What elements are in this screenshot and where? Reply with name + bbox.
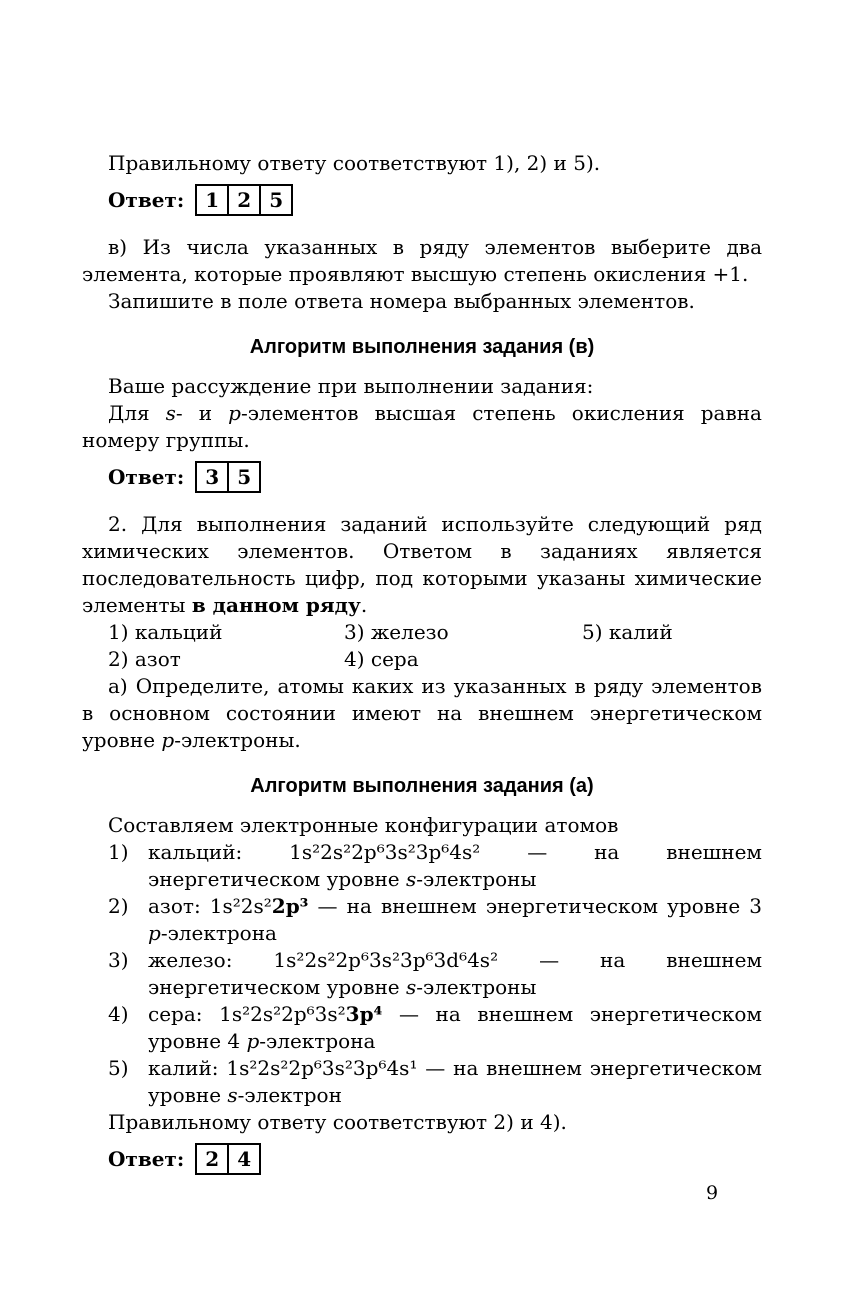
paragraph [82, 511, 762, 619]
text-run: 2p³ [271, 894, 309, 918]
item-text [148, 839, 762, 893]
text-run: p [246, 1029, 260, 1053]
text-run: p [161, 728, 175, 752]
answer-label: Ответ: [108, 464, 185, 489]
text-run: -электрона [259, 1029, 376, 1053]
element-option: 3) железо [344, 620, 449, 644]
text-run: p [228, 401, 241, 425]
text-run: Запишите в поле ответа номера выбранных элементов. [108, 289, 695, 313]
text-run: в) Из числа указанных в ряду элементов выберите два элемента, которые проявляют высшую степень окисления +1. [82, 235, 762, 286]
paragraph [82, 234, 762, 288]
text-run: -электрон [237, 1083, 342, 1107]
text-run: а) Определите, атомы каких из указанных в ряду элементов в основном состоянии имеют на внешнем энергетическом уровне [82, 674, 762, 752]
algorithm-item [108, 947, 762, 1001]
text-run: Правильному ответу соответствуют 1), 2) и 5). [108, 151, 601, 175]
element-option: 4) сера [344, 647, 419, 671]
answer-cell: 1 [205, 188, 220, 212]
answer-box [195, 1143, 261, 1175]
text-run: -электроны. [174, 728, 301, 752]
item-text [148, 1055, 762, 1109]
element-option: 2) азот [108, 647, 181, 671]
paragraph [82, 673, 762, 754]
text-run: азот: 1s²2s² [148, 894, 272, 918]
element-option [582, 646, 762, 673]
paragraph [82, 400, 762, 454]
text-run: s [165, 401, 176, 425]
text-run: кальций: 1s²2s²2p⁶3s²3p⁶4s² — на внешнем энергетическом уровне [148, 840, 762, 891]
page-number: 9 [706, 1182, 719, 1204]
answer-row [108, 1143, 762, 1175]
text-run: s [227, 1083, 238, 1107]
text-run: -электроны [416, 975, 537, 999]
item-number: 4) [108, 1002, 129, 1026]
item-text [148, 1001, 762, 1055]
algorithm-item [108, 893, 762, 947]
text-run: Для [108, 401, 166, 425]
answer-cell: 5 [259, 186, 291, 214]
text-run: калий: 1s²2s²2p⁶3s²3p⁶4s¹ — на внешнем энергетическом уровне [148, 1056, 762, 1107]
item-number: 1) [108, 840, 129, 864]
paragraph [82, 288, 762, 315]
text-run: -электроны [416, 867, 537, 891]
section-heading: Алгоритм выполнения задания (в) [249, 336, 595, 358]
text-run: -элементов высшая степень окисления равна номеру группы. [82, 401, 762, 452]
answer-row [108, 461, 762, 493]
answer-box [195, 184, 293, 216]
text-run: - и [175, 401, 229, 425]
answer-cell: 5 [227, 463, 259, 491]
item-text [148, 893, 762, 947]
answer-cell: 3 [205, 465, 220, 489]
text-run: железо: 1s²2s²2p⁶3s²3p⁶3d⁶4s² — на внешнем энергетическом уровне [148, 948, 762, 999]
item-number: 5) [108, 1056, 129, 1080]
answer-label: Ответ: [108, 1146, 185, 1171]
answer-box [195, 461, 261, 493]
answer-cell: 2 [227, 186, 259, 214]
text-run: . [360, 593, 368, 617]
item-number: 2) [108, 894, 129, 918]
element-options-row [108, 646, 762, 673]
algorithm-item [108, 1001, 762, 1055]
text-run: в данном ряду [191, 593, 361, 617]
paragraph [82, 812, 762, 839]
text-run: 2. Для выполнения заданий используйте следующий ряд химических элементов. Ответом в заданиях является последовательность цифр, под которыми указаны химические элементы [82, 512, 762, 617]
text-run: s [406, 867, 417, 891]
text-run: s [406, 975, 417, 999]
answer-cell: 4 [227, 1145, 259, 1173]
answer-row [108, 184, 762, 216]
text-run: p [148, 921, 161, 945]
section-heading: Алгоритм выполнения задания (а) [250, 775, 594, 797]
item-text [148, 947, 762, 1001]
text-run: сера: 1s²2s²2p⁶3s² [148, 1002, 346, 1026]
element-option: 1) кальций [108, 620, 223, 644]
algorithm-item [108, 839, 762, 893]
paragraph [82, 150, 762, 177]
answer-label: Ответ: [108, 187, 185, 212]
algorithm-list [82, 839, 762, 1109]
algorithm-item [108, 1055, 762, 1109]
text-run: Ваше рассуждение при выполнении задания: [108, 374, 594, 398]
text-run: Составляем электронные конфигурации атомов [108, 813, 619, 837]
text-run: 3p⁴ [345, 1002, 383, 1026]
page-content [82, 150, 762, 1193]
text-run: Правильному ответу соответствуют 2) и 4). [108, 1110, 567, 1134]
text-run: — на внешнем энергетическом уровне 3 [308, 894, 762, 918]
element-options-row [108, 619, 762, 646]
text-run: -электрона [160, 921, 277, 945]
answer-cell: 2 [205, 1147, 220, 1171]
element-option: 5) калий [582, 620, 673, 644]
text-run: — на внешнем энергетическом уровне 4 [148, 1002, 762, 1053]
paragraph [82, 373, 762, 400]
paragraph [82, 1109, 762, 1136]
item-number: 3) [108, 948, 129, 972]
